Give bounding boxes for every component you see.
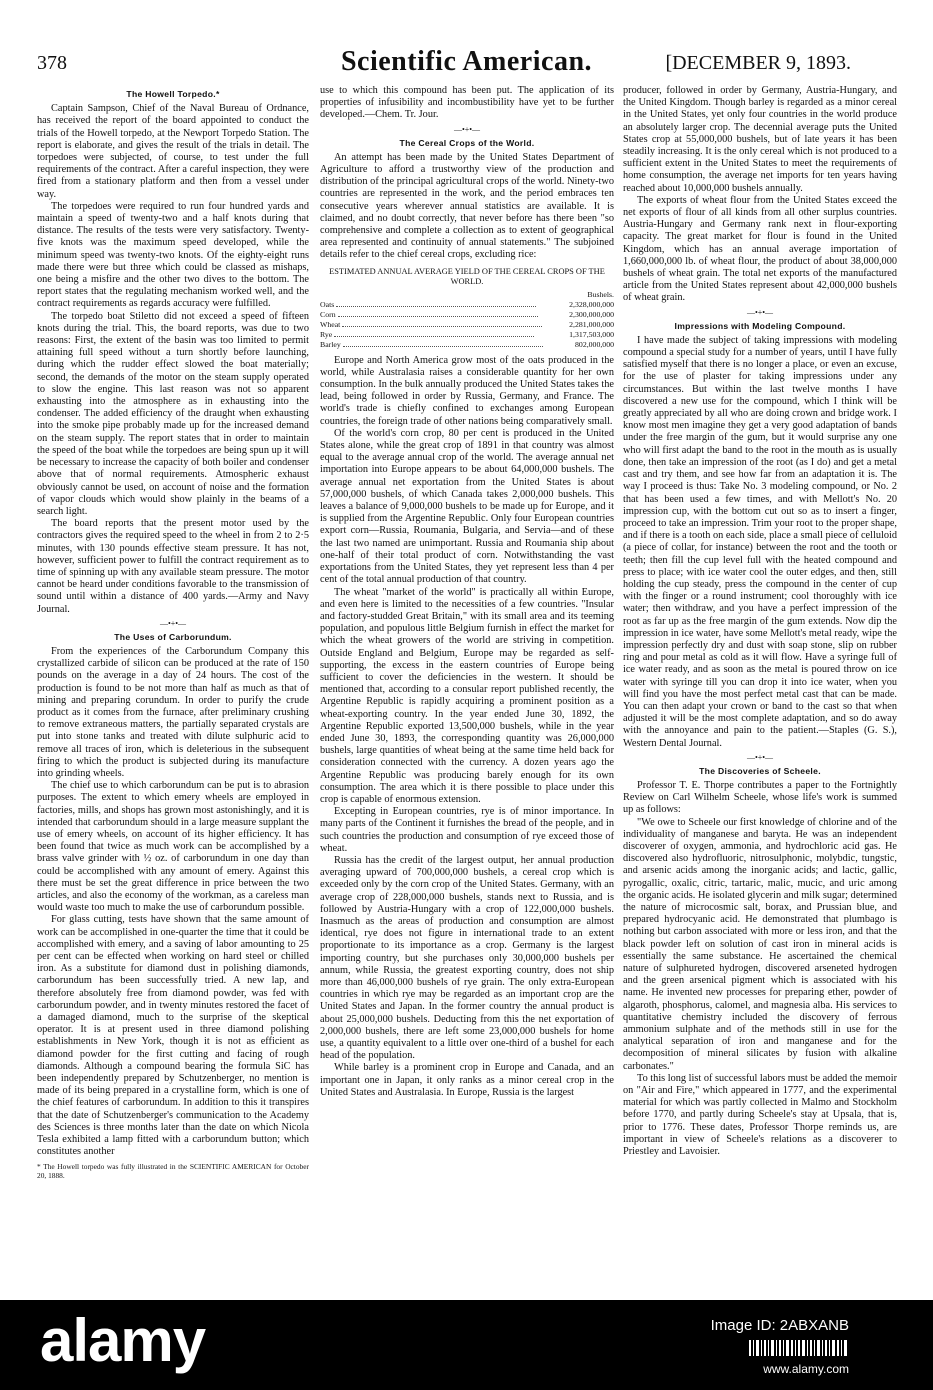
crop-name: Barley bbox=[320, 339, 341, 349]
crop-bushels: 802,000,000 bbox=[575, 339, 614, 349]
crop-bushels: 2,328,000,000 bbox=[569, 299, 614, 309]
table-row bbox=[320, 330, 614, 340]
torpedo-paragraph: The board reports that the present motor used by the contractors gives the required speed to the wheel in from 2 to 2·5 minutes, with 130 pounds effective steam pressure. It has not, however, sufficient power to fulfill the contract requirement as to time of spinning up with any available steam pressure. The motor cannot be heard under conditions favorable to the transmission of sound until within a distance of 400 yards.—Army and Navy Journal. bbox=[37, 518, 309, 615]
table-row bbox=[320, 320, 614, 330]
scheele-paragraph: To this long list of successful labors must be added the memoir on "Air and Fire," which appeared in 1777, and the experimental material for which was partly collected in Malmo and Stockholm before 1770, and partly during Scheele's stay at Upsala, that is, prior to 1776. These dates, Professor Thorpe reminds us, are important in view of Scheele's relations as a discoverer to Priestley and Lavoisier. bbox=[623, 1072, 897, 1158]
masthead-title: Scientific American. bbox=[340, 46, 593, 77]
cereal-heading: The Cereal Crops of the World. bbox=[399, 137, 535, 148]
cereal-paragraph: The wheat "market of the world" is practically all within Europe, and even here is limited to the necessities of a few countries. "Insular and factory-studded Great Britain," with its small area and its teeming population, and populous little Belgium furnish in effect the market for which the wheat growers of the world are striving in competition. Outside England and Belgium, Europe may be regarded as self-supporting, the excess in the eastern countries of Europe being sufficient to cover the deficiencies in the western. It should be mentioned that, according to a consular report published recently, the Argentine Republic is rapidly acquiring a prominent position as a wheat-exporting country. In the year ended June 30, 1892, the Argentine Republic exported 13,500,000 bushels, while in the year ended June 30, 1893, the corresponding quantity was 26,000,000 bushels, large quantities of wheat being at the same time held back for consideration connected with the currency. A dozen years ago the Argentine Republic was producing barely enough for its own consumption. The area which it is there possible to place under this crop is capable of enormous extension. bbox=[320, 586, 614, 805]
impressions-heading: Impressions with Modeling Compound. bbox=[674, 320, 846, 331]
scheele-heading: The Discoveries of Scheele. bbox=[699, 765, 821, 776]
column-2 bbox=[320, 85, 614, 1099]
page-number: 378 bbox=[37, 52, 67, 74]
barley-paragraph: producer, followed in order by Germany, Austria-Hungary, and the United Kingdom. Though barley is regarded as a minor cereal in the United States, yet only four countries in the world produce an absolutely larger crop. The decennial average puts the United States crop at 55,000,000 bushels, but of late years it has been steadily increasing. It is the only cereal which is not produced to a sufficient extent in the United States to meet the requirements of home consumption, the average net imports for ten years having reached about 10,000,000 bushels annually. bbox=[623, 85, 897, 194]
torpedo-paragraph: The torpedoes were required to run four hundred yards and maintain a speed of twenty-two and a half knots during that distance. The results of the tests were very satisfactory. Twenty-five knots was the maximum speed developed, while the minimum speed was twenty-two knots. Of the eighty-eight runs made there were but three which could be classed as mishaps, one being a misfire and the other two dives to the bottom. The report states that the regulating mechanism worked well, and the contract requirements as regards accuracy were fulfilled. bbox=[37, 200, 309, 310]
stock-url: www.alamy.com bbox=[763, 1362, 849, 1376]
cereal-paragraph: Of the world's corn crop, 80 per cent is produced in the United States alone, while the great crop of 1891 in that country was almost equal to the average annual crop of the world. The average annual net importation into Europe appears to be about 64,000,000 bushels. The average annual net exportation from the United States is about 57,000,000 bushels, of which Canada takes 2,000,000 bushels. This leaves a balance of 9,000,000 bushels to be made up for Europe, and it is supplied from the Argentine Republic. Only four European countries export corn—Russia, Roumania, Bulgaria, and Servia—and of these the last two named are unimportant. Russia and Roumania ship about one-half of their total product of corn. Notwithstanding the vast exportations from the United States, they yet represent less than 4 per cent of the total annual production of that country. bbox=[320, 427, 614, 586]
cereal-paragraph: While barley is a prominent crop in Europe and Canada, and an important one in Japan, it only ranks as a minor cereal crop in the United States and Australasia. In Europe, Russia is the largest bbox=[320, 1062, 614, 1098]
cereal-paragraph: An attempt has been made by the United States Department of Agriculture to afford a trustworthy view of the production and distribution of the principal agricultural crops of the world. Ninety-two countries are represented in the work, and the period embraces ten consecutive years wherever annual statistics are available. It is claimed, and no doubt correctly, that never before has there been "so comprehensive and complete a collection as to extent of geographical area represented and continuity of annual statements." The subjoined details refer to the chief cereal crops, excluding rice: bbox=[320, 151, 614, 261]
crop-name: Oats bbox=[320, 299, 335, 309]
column-3 bbox=[623, 85, 897, 1158]
crop-name: Corn bbox=[320, 309, 336, 319]
torpedo-heading: The Howell Torpedo.* bbox=[126, 89, 220, 99]
carborundum-heading: The Uses of Carborundum. bbox=[114, 631, 232, 642]
carborundum-paragraph: From the experiences of the Carborundum Company this crystallized carbide of silicon can be produced at the rate of 150 pounds on the average in a day of 24 hours. The cost of the production is found to be not more than half as much as that of mining and preparing corundum. In order to purify the crude product as it comes from the furnace, after preliminary crushing to remove extraneous matters, the partially separated crystals are put into stone tanks and treated with dilute sulphuric acid to remove all traces of iron, which is deleterious in the subsequent firing to which the product is subjected during its manufacture into grinding wheels. bbox=[37, 645, 309, 779]
cereal-yield-table bbox=[320, 290, 614, 350]
barley-paragraph: The exports of wheat flour from the United States exceed the net exports of flour of all kinds from all other surplus countries. Austria-Hungary and Germany rank next in flour-exporting capacity. The great market for flour is found in the United Kingdom, which has an annual average importation of 1,660,000,000 lb. of wheat flour, the product of about 38,000,000 bushels of wheat grain. The total net exports of the manufactured article from the United States represent about 42,000,000 bushels of wheat grain. bbox=[623, 194, 897, 304]
cereal-paragraph: Europe and North America grow most of the oats produced in the world, while Australasia raises a considerable quantity for her own consumption. In the bulk annually produced the United States takes the lead, being followed in order by Russia, Germany, and France. The world's trade is chiefly confined to exchanges among European countries, the foreign trade of other nations being comparatively small. bbox=[320, 354, 614, 427]
issue-date: [DECEMBER 9, 1893. bbox=[665, 52, 851, 74]
scheele-paragraph: "We owe to Scheele our first knowledge of chlorine and of the individuality of manganese and baryta. He was an independent discoverer of oxygen, ammonia, and hydrochloric acid gas. He discovered also hydrofluoric, nitrosulphonic, molybdic, tungstic, and arsenic acids among the inorganic acids; and lactic, gallic, pyrogallic, oxalic, citric, tartaric, malic, mucic, and uric among the organic acids. He isolated glycerin and milk sugar; determined the nature of microcosmic salt, borax, and Prussian blue, and prepared hydrocyanic acid. He demonstrated that plumbago is nothing but carbon associated with more or less iron, and that the black powder left on solution of cast iron in mineral acids is essentially the same substance. He ascertained the chemical nature of sulphureted hydrogen, discovered arseneted hydrogen and the green arsenical pigment which is associated with his name. He invented new processes for preparing ether, powder of algaroth, phosphorus, calomel, and magnesia alba. His services to quantitative chemistry included the discovery of ferrous ammonium sulphate and of the methods still in use for the analytical separation of iron and manganese and for the decomposition of mineral silicates by fusion with alkaline carbonates." bbox=[623, 816, 897, 1072]
table-header-row bbox=[320, 290, 614, 300]
section-divider-ornament: —•+•— bbox=[453, 124, 481, 134]
cereal-paragraph: Russia has the credit of the largest output, her annual production averaging upward of 700,000,000 bushels, a cereal crop which is exceeded only by the corn crop of the United States. Germany, with an average crop of 228,000,000 bushels, stands next to Russia, and is followed by Austria-Hungary with a crop of 122,000,000 bushels. Inasmuch as the areas of production and consumption are almost identical, rye does not figure in international trade to an extent proportionate to its importance as a crop. Germany is the largest importing country, but she purchases only 30,000,000 bushels per annum, while Russia, the greatest exporting country, does not ship more than 46,000,000 bushels of rye grain. The only extra-European countries in which rye may be regarded as an important crop are the United States and Japan. In the former country the annual product is about 25,000,000 bushels. Deducting from this the net exportation of 2,000,000 bushels, there are left some 23,000,000 bushels for home use, a quantity equivalent to a little over one-third of a bushel for each head of the population. bbox=[320, 854, 614, 1062]
continued-paragraph: use to which this compound has been put. The application of its properties of infusibility and incombustibility have yet to be further developed.—Chem. Tr. Jour. bbox=[320, 85, 614, 121]
impressions-paragraph: I have made the subject of taking impressions with modeling compound a special study for a number of years, until I have fully satisfied myself that there is no longer a place, or even an excuse, for the use of plaster for taking impressions under any circumstances. But within the last twelve months I have discovered a new use for the compound, which I think will be greatly appreciated by all who are doing crown and bridge work. I know most men imagine they get a very good adaptation of bands under the free margin of the gum, but it would surprise any one who will first adapt the band to the root in the mouth as is usually done, then take an impression of the root (as I do) and get a metal cast and try them, and see how far from an adaptation it is. The way I proceed is thus: Take No. 3 modeling compound, or No. 2 that has been used a few times, and with Mellott's No. 20 impression cup, with the bottom cut out so as to insert a finger, proceed to take an impression. Trim your root to the proper shape, and if there is a tooth on each side, place a small piece of celluloid (a piece of collar, for instance) between the root and the tooth or teeth; then fill the cup level full with the heated compound and press to place; with ice water cool the outer edges, and then, still holding the cup steady, press the compound in the center of cup with the finger or a round instrument; cool thoroughly with ice water; then withdraw, and you have a perfect impression of the root as far up as the free margin of the gum extends. Now dip the impression in ice water, have some Mellott's metal ready, wipe the impression perfectly dry and dust with soap stone, slip on rubber ring and pour metal as cold as it will flow. Have a syringe full of ice water ready, and as soon as the metal is poured throw on ice water with syringe till you can drop it into ice water, when you will find you have the most perfect metal cast that can be made. You can then adapt your crown or band to the cast so that when adjusted it will be the most complete adaptation, and so do away with the annoyance and pain to the patient.—Staples (G. S.), Western Dental Journal. bbox=[623, 334, 897, 749]
table-row bbox=[320, 340, 614, 350]
crop-bushels: 2,300,000,000 bbox=[569, 309, 614, 319]
section-divider-ornament: —•+•— bbox=[746, 752, 774, 762]
table-row bbox=[320, 310, 614, 320]
alamy-logo: alamy bbox=[40, 1307, 206, 1374]
crop-name: Wheat bbox=[320, 319, 341, 329]
section-divider-ornament: —•+•— bbox=[159, 618, 187, 628]
cereal-paragraph: Excepting in European countries, rye is of minor importance. In many parts of the Continent it furnishes the bread of the people, and in such countries the production and consumption of rye exceed those of wheat. bbox=[320, 806, 614, 854]
barcode-icon bbox=[749, 1340, 849, 1356]
scheele-paragraph: Professor T. E. Thorpe contributes a paper to the Fortnightly Review on Carl Wilhelm Scheele, whose life's work is summed up as follows: bbox=[623, 779, 897, 816]
section-divider-ornament: —•+•— bbox=[746, 307, 774, 317]
column-1 bbox=[37, 85, 309, 1180]
table-row bbox=[320, 300, 614, 310]
crop-bushels: 1,317,503,000 bbox=[569, 329, 614, 339]
footnote: * The Howell torpedo was fully illustrated in the SCIENTIFIC AMERICAN for October 20, 1888. bbox=[37, 1162, 309, 1181]
crop-bushels: 2,281,000,000 bbox=[569, 319, 614, 329]
table-caption: ESTIMATED ANNUAL AVERAGE YIELD OF THE CEREAL CROPS OF THE WORLD. bbox=[329, 266, 605, 286]
torpedo-paragraph: Captain Sampson, Chief of the Naval Bureau of Ordnance, has received the report of the board appointed to conduct the trials of the Howell torpedo, at the Newport Torpedo Station. The report is elaborate, and gives the result of the trials in detail. The torpedoes were subjected, of course, to test under the full requirements of the contract. After a careful inspection, they were fired from a stationary platform and then from a vessel under way. bbox=[37, 103, 309, 200]
stock-image-id: Image ID: 2ABXANB bbox=[710, 1317, 849, 1334]
torpedo-paragraph: The torpedo boat Stiletto did not exceed a speed of fifteen knots during the trial. This, the board reports, was due to two reasons: First, the extent of the basin was too limited to permit attaining full speed without a turn shortly before launching, during which the rudder effect slowed the boat materially; second, the demands of the motor on the steam supply operated to slow the engine. This last reason was not so apparent exhausting into the atmosphere as in exhausting into the condenser. The added efficiency of the draught when exhausting into the smoke pipe probably made up for the increased demand on the steam supply. The report states that in order to maintain the speed of the boat while the torpedoes are being spun up it will be necessary to increase the capacity of both boiler and condenser above that of normal requirements. Atmospheric exhaust obviously cannot be used, on account of noise and the formation of vapor clouds which would show plainly in the beams of a search light. bbox=[37, 310, 309, 517]
table-unit-header: Bushels. bbox=[587, 289, 614, 299]
crop-name: Rye bbox=[320, 329, 333, 339]
carborundum-paragraph: The chief use to which carborundum can be put is to abrasion purposes. The extent to which emery wheels are employed in factories, mills, and shops has grown most astonishingly, and it is intended that carborundum should in a large measure supplant the use of emery wheels, on account of its higher efficiency. It has been found that twice as much work can be accomplished by a brass valve grinder with ½ oz. of carborundum in one day than could be accomplished with any amount of emery. Against this there must be set the great difference in price between the two articles, and also the economy of the workman, as a careless man would waste too much to make the use of carborundum possible. bbox=[37, 780, 309, 914]
carborundum-paragraph: For glass cutting, tests have shown that the same amount of work can be accomplished in one-quarter the time that it could be accomplished with emery, and a saving of labor amounting to 25 per cent can be effected when working on hard steel or chilled iron. As a substitute for diamond dust in polishing diamonds, carborundum has been successfully tried. A new lap, and therefore absolutely free from diamond powder, was fed with carborundum powder, and in twenty minutes restored the facet of a damaged diamond, much to the surprise of the skeptical operator. It is at present used in three diamond polishing establishments in New York, though it is not as efficient as diamond powder for the first cutting and facing of rough diamonds. Although a compound bearing the formula SiC has been independently prepared by Schutzenberger, no mention is made of its being prepared in a crystalline form, which is one of the chief features of carborundum. In addition to this it transpires that the date of Schutzenberger's communication to the Academy des Sciences is three months later than the date on which Nicola Tesla exhibited a lamp fitted with a carborundum button; which constitutes another bbox=[37, 914, 309, 1158]
